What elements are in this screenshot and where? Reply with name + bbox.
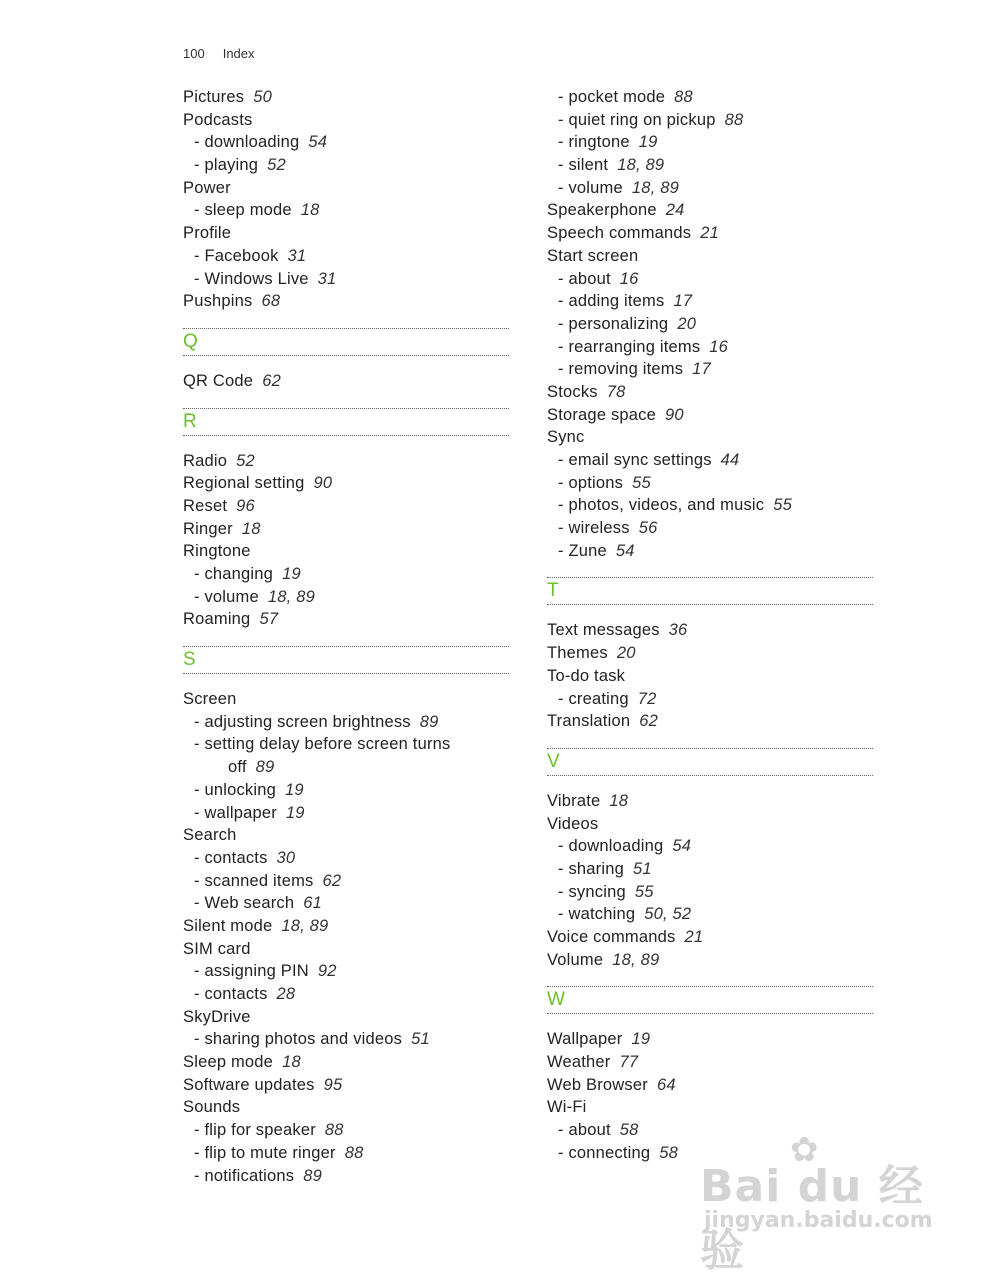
index-entry <box>547 1096 873 1119</box>
entry-term: - Facebook <box>194 246 279 265</box>
index-entry <box>547 426 873 449</box>
entry-term: Regional setting <box>183 474 305 493</box>
index-entry <box>183 177 509 200</box>
index-entry <box>547 949 873 972</box>
index-subentry <box>547 472 873 495</box>
section-letter: Q <box>183 330 198 352</box>
entry-page-ref[interactable]: 57 <box>259 610 279 629</box>
entry-term: - setting delay before screen turns <box>194 735 451 754</box>
entry-term: - notifications <box>194 1166 295 1185</box>
entry-term: - contacts <box>194 848 268 867</box>
entry-term: - volume <box>194 587 259 606</box>
index-entry <box>183 370 509 393</box>
entry-term: - downloading <box>558 837 664 856</box>
entry-term: - sleep mode <box>194 201 292 220</box>
entry-term: Volume <box>547 950 604 969</box>
entry-term: - Windows Live <box>194 269 309 288</box>
section-header <box>547 577 873 605</box>
index-subentry <box>183 131 509 154</box>
entry-term: - connecting <box>558 1143 651 1162</box>
index-subentry <box>183 1142 509 1165</box>
entry-term: Speakerphone <box>547 201 657 220</box>
entry-term: - about <box>558 1121 611 1140</box>
index-entry <box>183 540 509 563</box>
index-entry <box>547 642 873 665</box>
entry-term: - assigning PIN <box>194 962 309 981</box>
entry-term: Wi-Fi <box>547 1098 587 1117</box>
entry-page-ref[interactable]: 78 <box>606 382 626 401</box>
index-subentry <box>547 494 873 517</box>
entry-term: - pocket mode <box>558 88 666 106</box>
entry-term: Speech commands <box>547 224 692 243</box>
index-subentry <box>547 449 873 472</box>
index-subentry <box>547 688 873 711</box>
entry-term: Sounds <box>183 1098 241 1117</box>
entry-term: Storage space <box>547 405 657 424</box>
entry-page-ref[interactable]: 18, 89 <box>617 156 665 175</box>
entry-page-ref[interactable]: 88 <box>724 110 744 129</box>
entry-page-ref[interactable]: 72 <box>637 689 657 708</box>
entry-term: SkyDrive <box>183 1007 251 1026</box>
section-letter: V <box>547 750 560 772</box>
index-entry <box>183 915 509 938</box>
index-subentry <box>547 336 873 359</box>
index-subentry <box>547 177 873 200</box>
index-subentry <box>547 154 873 177</box>
index-subentry <box>547 131 873 154</box>
entry-term: - playing <box>194 156 259 175</box>
dotted-divider <box>547 775 873 776</box>
entry-term: - silent <box>558 156 609 175</box>
entry-term: - scanned items <box>194 871 314 890</box>
index-entry <box>547 1051 873 1074</box>
entry-term: - syncing <box>558 882 626 901</box>
entry-page-ref[interactable]: 21 <box>700 224 720 243</box>
entry-term: Voice commands <box>547 928 676 946</box>
index-subentry <box>183 586 509 609</box>
entry-page-ref[interactable]: 50 <box>253 88 272 106</box>
entry-page-ref[interactable]: 88 <box>344 1143 364 1162</box>
index-entry <box>547 404 873 427</box>
index-entry <box>183 1051 509 1074</box>
page-number: 100 <box>183 46 205 61</box>
entry-term: Pushpins <box>183 292 253 311</box>
entry-page-ref[interactable]: 68 <box>261 292 281 311</box>
entry-page-ref[interactable]: 88 <box>674 88 693 106</box>
watermark-url: jingyan.baidu.com <box>704 1208 933 1233</box>
entry-page-ref[interactable]: 18, 89 <box>612 950 660 969</box>
entry-page-ref[interactable]: 18 <box>300 201 320 220</box>
index-subentry <box>183 1028 509 1051</box>
dotted-divider <box>547 604 873 605</box>
entry-term: - flip to mute ringer <box>194 1143 336 1162</box>
index-subentry <box>183 563 509 586</box>
entry-term: - volume <box>558 178 623 197</box>
index-entry <box>183 1096 509 1119</box>
index-entry <box>183 495 509 518</box>
entry-page-ref[interactable]: 16 <box>619 269 639 288</box>
entry-page-ref[interactable]: 19 <box>638 133 658 152</box>
entry-term: - contacts <box>194 985 268 1003</box>
entry-term: Themes <box>547 644 608 663</box>
index-subentry <box>547 86 873 109</box>
index-column-left <box>183 86 509 1187</box>
entry-term: Stocks <box>547 382 598 401</box>
section-letter: T <box>547 580 559 602</box>
entry-page-ref[interactable]: 18, 89 <box>267 587 315 606</box>
section-letter: R <box>183 410 197 432</box>
dotted-divider <box>183 355 509 356</box>
entry-page-ref[interactable]: 52 <box>236 451 255 470</box>
entry-term: Ringer <box>183 519 233 538</box>
entry-term: Wallpaper <box>547 1030 623 1049</box>
entry-term: - creating <box>558 689 629 708</box>
entry-page-ref[interactable]: 31 <box>287 246 307 265</box>
index-entry <box>183 222 509 245</box>
entry-term: Roaming <box>183 610 251 629</box>
entry-term: - Web search <box>194 894 295 913</box>
entry-page-ref[interactable]: 20 <box>616 644 636 663</box>
entry-term: Search <box>183 826 237 845</box>
entry-term: Sleep mode <box>183 1053 274 1072</box>
entry-term: - adding items <box>558 292 665 311</box>
entry-page-ref[interactable]: 51 <box>633 859 652 878</box>
entry-term: - sharing photos and videos <box>194 1030 403 1049</box>
entry-term: - wireless <box>558 519 630 538</box>
entry-page-ref[interactable]: 54 <box>308 133 328 152</box>
entry-page-ref[interactable]: 55 <box>634 882 654 901</box>
index-subentry <box>183 1119 509 1142</box>
entry-page-ref[interactable]: 17 <box>692 360 711 379</box>
index-subentry <box>183 711 509 734</box>
index-subentry <box>183 245 509 268</box>
index-subentry <box>183 847 509 870</box>
index-subentry <box>547 358 873 381</box>
entry-term: - unlocking <box>194 780 276 799</box>
entry-term: Podcasts <box>183 110 253 129</box>
index-entry <box>183 518 509 541</box>
index-subentry <box>547 881 873 904</box>
index-subentry <box>547 835 873 858</box>
entry-term: Web Browser <box>547 1075 648 1094</box>
index-entry <box>547 790 873 813</box>
entry-term: - downloading <box>194 133 300 152</box>
entry-page-ref[interactable]: 30 <box>276 848 296 867</box>
index-entry <box>183 608 509 631</box>
index-entry <box>183 938 509 961</box>
entry-page-ref[interactable]: 51 <box>411 1030 430 1049</box>
entry-page-ref[interactable]: 89 <box>419 712 439 731</box>
entry-page-ref[interactable]: 62 <box>262 371 281 390</box>
entry-term: - changing <box>194 565 274 583</box>
entry-page-ref[interactable]: 16 <box>709 337 729 356</box>
section-letter: W <box>547 989 565 1011</box>
index-entry <box>547 199 873 222</box>
index-entry <box>547 222 873 245</box>
index-subentry <box>183 756 509 779</box>
entry-page-ref[interactable]: 89 <box>255 758 275 777</box>
entry-page-ref[interactable]: 36 <box>668 621 688 640</box>
index-entry <box>547 926 873 949</box>
entry-page-ref[interactable]: 88 <box>324 1121 344 1140</box>
entry-term: - Zune <box>558 541 607 560</box>
entry-page-ref[interactable]: 55 <box>773 496 793 515</box>
entry-term: - about <box>558 269 611 288</box>
entry-page-ref[interactable]: 18 <box>241 519 261 538</box>
entry-page-ref[interactable]: 19 <box>631 1030 651 1049</box>
index-subentry <box>547 517 873 540</box>
entry-term: Software updates <box>183 1075 315 1094</box>
entry-page-ref[interactable]: 55 <box>632 473 651 492</box>
index-subentry <box>183 892 509 915</box>
entry-page-ref[interactable]: 92 <box>317 962 337 981</box>
entry-page-ref[interactable]: 18 <box>609 791 629 810</box>
entry-term: - photos, videos, and music <box>558 496 765 515</box>
entry-page-ref[interactable]: 21 <box>684 928 704 946</box>
entry-page-ref[interactable]: 77 <box>619 1053 639 1072</box>
entry-page-ref[interactable]: 58 <box>619 1121 639 1140</box>
entry-term: - flip for speaker <box>194 1121 316 1140</box>
entry-term: Screen <box>183 690 237 709</box>
entry-page-ref[interactable]: 64 <box>656 1075 676 1094</box>
entry-page-ref[interactable]: 24 <box>665 201 685 220</box>
entry-page-ref[interactable]: 52 <box>267 156 286 175</box>
entry-page-ref[interactable]: 95 <box>323 1075 343 1094</box>
entry-term: - watching <box>558 905 636 924</box>
index-subentry <box>547 268 873 291</box>
index-subentry <box>183 268 509 291</box>
entry-term: off <box>228 758 247 777</box>
index-subentry <box>547 858 873 881</box>
entry-page-ref[interactable]: 18, 89 <box>281 916 329 935</box>
entry-term: Text messages <box>547 621 660 640</box>
entry-page-ref[interactable]: 89 <box>303 1166 322 1185</box>
entry-page-ref[interactable]: 17 <box>673 292 693 311</box>
entry-term: Pictures <box>183 88 245 106</box>
index-entry <box>183 1074 509 1097</box>
entry-page-ref[interactable]: 62 <box>322 871 342 890</box>
entry-term: - quiet ring on pickup <box>558 110 716 129</box>
index-subentry <box>183 154 509 177</box>
watermark <box>700 1130 940 1276</box>
index-entry <box>183 450 509 473</box>
index-entry <box>547 1028 873 1051</box>
index-entry <box>183 290 509 313</box>
section-header <box>547 986 873 1014</box>
entry-page-ref[interactable]: 18 <box>282 1053 301 1072</box>
index-subentry <box>183 733 509 756</box>
entry-term: Start screen <box>547 246 639 265</box>
index-entry <box>547 381 873 404</box>
entry-term: - sharing <box>558 859 624 878</box>
paw-icon: ✿ <box>790 1130 819 1170</box>
entry-term: Sync <box>547 428 585 447</box>
index-subentry <box>547 290 873 313</box>
index-entry <box>183 688 509 711</box>
entry-term: To-do task <box>547 666 626 685</box>
entry-term: Power <box>183 178 231 197</box>
index-subentry <box>183 1165 509 1188</box>
entry-page-ref[interactable]: 96 <box>236 496 255 515</box>
index-subentry <box>183 199 509 222</box>
entry-page-ref[interactable]: 44 <box>720 451 740 469</box>
index-entry <box>183 86 509 109</box>
index-entry <box>547 813 873 836</box>
index-column-right <box>547 86 873 1165</box>
entry-page-ref[interactable]: 19 <box>282 565 301 583</box>
entry-term: QR Code <box>183 371 254 390</box>
index-entry <box>183 109 509 132</box>
index-entry <box>547 619 873 642</box>
entry-page-ref[interactable]: 62 <box>639 712 658 731</box>
index-subentry <box>547 313 873 336</box>
index-subentry <box>183 983 509 1006</box>
entry-term: - adjusting screen brightness <box>194 712 411 731</box>
index-subentry <box>547 540 873 563</box>
section-letter: S <box>183 649 196 671</box>
index-entry <box>547 245 873 268</box>
section-header <box>183 408 509 436</box>
index-entry <box>547 665 873 688</box>
entry-term: - rearranging items <box>558 337 701 356</box>
page-header <box>183 46 255 61</box>
entry-page-ref[interactable]: 28 <box>276 985 296 1003</box>
dotted-divider <box>183 435 509 436</box>
entry-term: - removing items <box>558 360 684 379</box>
entry-page-ref[interactable]: 19 <box>285 780 304 799</box>
entry-term: - options <box>558 473 624 492</box>
entry-page-ref[interactable]: 50, 52 <box>644 905 692 924</box>
index-entry <box>183 824 509 847</box>
entry-term: Weather <box>547 1053 611 1072</box>
entry-page-ref[interactable]: 20 <box>677 314 697 333</box>
page-title: Index <box>222 46 255 61</box>
section-header <box>183 328 509 356</box>
index-entry <box>547 710 873 733</box>
entry-page-ref[interactable]: 58 <box>659 1143 679 1162</box>
section-header <box>183 646 509 674</box>
index-entry <box>547 1074 873 1097</box>
entry-term: Translation <box>547 712 631 731</box>
entry-page-ref[interactable]: 61 <box>303 894 322 913</box>
index-subentry <box>183 960 509 983</box>
entry-page-ref[interactable]: 31 <box>317 269 337 288</box>
dotted-divider <box>547 1013 873 1014</box>
entry-term: Profile <box>183 224 232 243</box>
watermark-logo: Bai du 经验 <box>700 1161 924 1276</box>
index-subentry <box>547 903 873 926</box>
entry-page-ref[interactable]: 90 <box>313 474 333 493</box>
index-subentry <box>183 779 509 802</box>
entry-term: Vibrate <box>547 791 601 810</box>
entry-page-ref[interactable]: 54 <box>615 541 635 560</box>
entry-term: - email sync settings <box>558 451 712 469</box>
entry-term: Silent mode <box>183 916 273 935</box>
index-subentry <box>183 870 509 893</box>
entry-term: Videos <box>547 814 599 833</box>
index-subentry <box>183 802 509 825</box>
section-header <box>547 748 873 776</box>
index-subentry <box>547 109 873 132</box>
entry-term: Ringtone <box>183 542 251 561</box>
dotted-divider <box>183 673 509 674</box>
entry-term: SIM card <box>183 939 251 958</box>
entry-page-ref[interactable]: 56 <box>638 519 658 538</box>
entry-page-ref[interactable]: 54 <box>672 837 692 856</box>
entry-page-ref[interactable]: 18, 89 <box>631 178 679 197</box>
entry-term: - wallpaper <box>194 803 277 822</box>
entry-term: Radio <box>183 451 228 470</box>
entry-term: Reset <box>183 496 228 515</box>
index-entry <box>183 472 509 495</box>
entry-term: - personalizing <box>558 314 669 333</box>
entry-page-ref[interactable]: 90 <box>665 405 684 424</box>
index-entry <box>183 1006 509 1029</box>
entry-term: - ringtone <box>558 133 630 152</box>
entry-page-ref[interactable]: 19 <box>285 803 305 822</box>
